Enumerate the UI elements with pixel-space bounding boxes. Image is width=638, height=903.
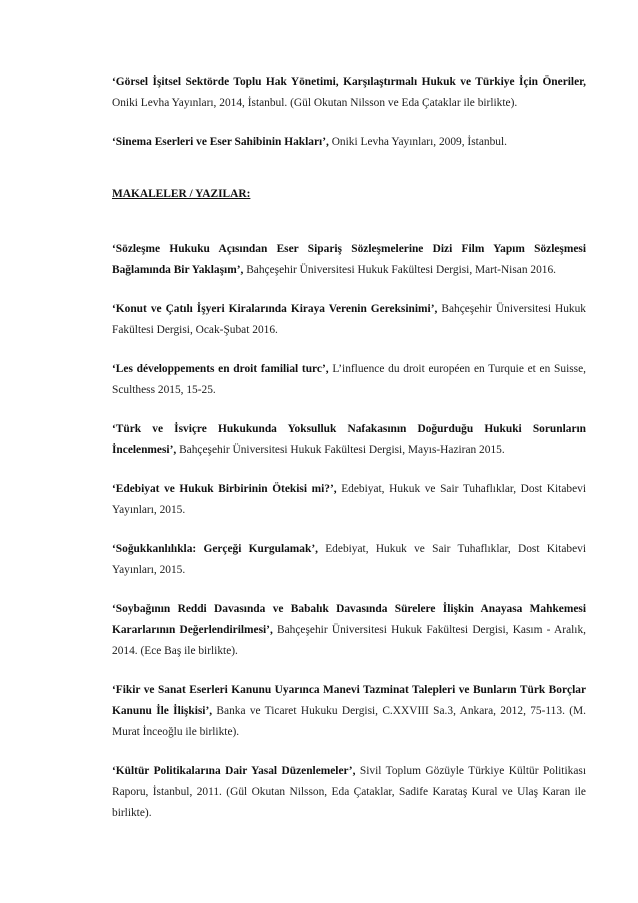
article-title: ‘Fikir ve Sanat Eserleri Kanunu Uyarınca Manevi Tazminat Talepleri ve Bunların Türk Borçlar Kanunu İle İlişkisi’, bbox=[112, 684, 586, 717]
article-details: Bahçeşehir Üniversitesi Hukuk Fakültesi Dergisi, Kasım - Aralık, 2014. (Ece Baş ile birlikte). bbox=[112, 624, 586, 657]
book-entry bbox=[112, 132, 586, 153]
article-entry bbox=[112, 680, 586, 743]
article-details: Bahçeşehir Üniversitesi Hukuk Fakültesi Dergisi, Ocak-Şubat 2016. bbox=[112, 303, 587, 336]
article-entry bbox=[112, 761, 586, 824]
article-entry bbox=[112, 239, 586, 281]
book-details: Oniki Levha Yayınları, 2009, İstanbul. bbox=[328, 136, 507, 148]
article-title: ‘Sözleşme Hukuku Açısından Eser Sipariş Sözleşmelerine Dizi Film Yapım Sözleşmesi Bağlamında Bir Yaklaşım’, bbox=[112, 243, 586, 276]
article-title: ‘Les développements en droit familial turc’, bbox=[112, 363, 329, 375]
article-title: ‘Kültür Politikalarına Dair Yasal Düzenlemeler’, bbox=[112, 765, 356, 777]
book-details: Oniki Levha Yayınları, 2014, İstanbul. (Gül Okutan Nilsson ve Eda Çataklar ile birlikte). bbox=[112, 97, 518, 109]
article-title: ‘Konut ve Çatılı İşyeri Kiralarında Kiraya Verenin Gereksinimi’, bbox=[112, 303, 438, 315]
article-details: Edebiyat, Hukuk ve Sair Tuhaflıklar, Dost Kitabevi Yayınları, 2015. bbox=[112, 483, 586, 516]
book-entry bbox=[112, 72, 586, 114]
article-entry bbox=[112, 479, 586, 521]
article-title: ‘Türk ve İsviçre Hukukunda Yoksulluk Nafakasının Doğurduğu Hukuki Sorunların İncelenmesi’, bbox=[112, 423, 586, 456]
article-entry bbox=[112, 359, 586, 401]
article-details: Sivil Toplum Gözüyle Türkiye Kültür Politikası Raporu, İstanbul, 2011. (Gül Okutan Nilsson, Eda Çataklar, Sadife Karataş Kural ve Ulaş Karan ile birlikte). bbox=[112, 765, 586, 819]
article-details: Bahçeşehir Üniversitesi Hukuk Fakültesi Dergisi, Mart-Nisan 2016. bbox=[243, 264, 557, 276]
article-details: L’influence du droit européen en Turquie et en Suisse, Sculthess 2015, 15-25. bbox=[112, 363, 587, 396]
article-entry bbox=[112, 599, 586, 662]
article-entry bbox=[112, 299, 586, 341]
article-title: ‘Soybağının Reddi Davasında ve Babalık Davasında Sürelere İlişkin Anayasa Mahkemesi Kararlarının Değerlendirilmesi’, bbox=[112, 603, 586, 636]
article-details: Edebiyat, Hukuk ve Sair Tuhaflıklar, Dost Kitabevi Yayınları, 2015. bbox=[112, 543, 586, 576]
section-heading: MAKALELER / YAZILAR: bbox=[112, 188, 251, 200]
article-title: ‘Soğukkanlılıkla: Gerçeği Kurgulamak’, bbox=[112, 543, 318, 555]
article-title: ‘Edebiyat ve Hukuk Birbirinin Ötekisi mi?’, bbox=[112, 483, 337, 495]
article-entry bbox=[112, 539, 586, 581]
article-details: Banka ve Ticaret Hukuku Dergisi, C.XXVIII Sa.3, Ankara, 2012, 75-113. (M. Murat İnceoğlu ile birlikte). bbox=[112, 705, 586, 738]
article-details: Bahçeşehir Üniversitesi Hukuk Fakültesi Dergisi, Mayıs-Haziran 2015. bbox=[176, 444, 505, 456]
article-entry bbox=[112, 419, 586, 461]
book-title: ‘Sinema Eserleri ve Eser Sahibinin Hakları’, bbox=[112, 136, 329, 148]
book-title: ‘Görsel İşitsel Sektörde Toplu Hak Yönetimi, Karşılaştırmalı Hukuk ve Türkiye İçin Öneriler, bbox=[112, 76, 586, 88]
